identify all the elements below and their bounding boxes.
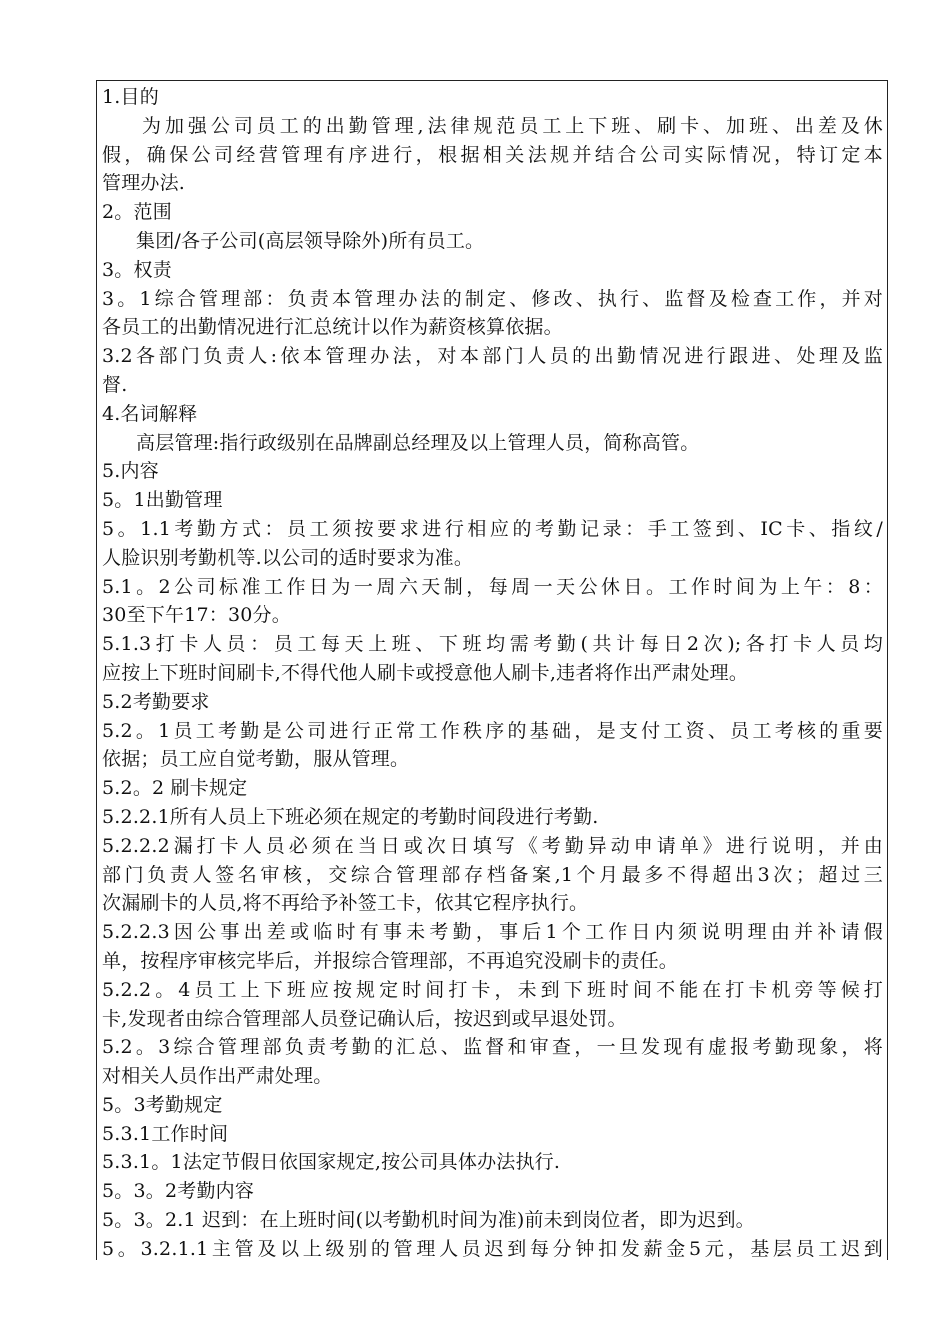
heading-attendance-management: 5。1出勤管理 xyxy=(102,489,223,512)
paragraph-line: 假，确保公司经营管理有序进行，根据相关法规并结合公司实际情况，特订定本 xyxy=(102,143,883,166)
paragraph-line: 督. xyxy=(102,373,128,396)
paragraph-line: 5。3。2.1 迟到：在上班时间(以考勤机时间为准)前未到岗位者，即为迟到。 xyxy=(102,1209,755,1232)
paragraph-line: 各员工的出勤情况进行汇总统计以作为薪资核算依据。 xyxy=(102,316,563,339)
heading-attendance-content: 5。3。2考勤内容 xyxy=(102,1180,255,1203)
paragraph-line: 3。1综合管理部：负责本管理办法的制定、修改、执行、监督及检查工作，并对 xyxy=(102,287,883,310)
paragraph-line: 高层管理:指行政级别在品牌副总经理及以上管理人员，简称高管。 xyxy=(136,431,700,454)
heading-content: 5.内容 xyxy=(102,460,159,483)
paragraph-line: 5。3.2.1.1主管及以上级别的管理人员迟到每分钟扣发薪金5元，基层员工迟到 xyxy=(102,1237,883,1260)
heading-card-rules: 5.2。2 刷卡规定 xyxy=(102,777,248,800)
paragraph-line: 5.2。3综合管理部负责考勤的汇总、监督和审查，一旦发现有虚报考勤现象，将 xyxy=(102,1036,883,1059)
paragraph-line: 部门负责人签名审核，交综合管理部存档备案,1个月最多不得超出3次；超过三 xyxy=(102,863,883,886)
paragraph-line: 5.3.1。1法定节假日依国家规定,按公司具体办法执行. xyxy=(102,1151,561,1174)
heading-scope: 2。范围 xyxy=(102,201,172,224)
paragraph-line: 为加强公司员工的出勤管理,法律规范员工上下班、刷卡、加班、出差及休 xyxy=(142,114,883,137)
heading-responsibilities: 3。权责 xyxy=(102,258,172,281)
heading-purpose: 1.目的 xyxy=(102,86,159,108)
heading-working-hours: 5.3.1工作时间 xyxy=(102,1122,229,1145)
heading-attendance-rules: 5。3考勤规定 xyxy=(102,1093,223,1116)
paragraph-line: 5.1.3打卡人员：员工每天上班、下班均需考勤(共计每日2次);各打卡人员均 xyxy=(102,633,883,656)
paragraph-line: 5。1.1考勤方式：员工须按要求进行相应的考勤记录：手工签到、IC卡、指纹/ xyxy=(102,517,883,540)
paragraph-line: 30至下午17：30分。 xyxy=(102,604,291,627)
paragraph-line: 5.1。2公司标准工作日为一周六天制，每周一天公休日。工作时间为上午：8： xyxy=(102,575,883,598)
paragraph-line: 对相关人员作出严肃处理。 xyxy=(102,1065,333,1088)
paragraph-line: 3.2各部门负责人:依本管理办法，对本部门人员的出勤情况进行跟进、处理及监 xyxy=(102,345,883,368)
paragraph-line: 5.2.2.2漏打卡人员必须在当日或次日填写《考勤异动申请单》进行说明，并由 xyxy=(102,834,883,857)
paragraph-line: 5.2.2。4员工上下班应按规定时间打卡，未到下班时间不能在打卡机旁等候打 xyxy=(102,978,883,1001)
heading-attendance-requirements: 5.2考勤要求 xyxy=(102,690,210,713)
paragraph-line: 人脸识别考勤机等.以公司的适时要求为准。 xyxy=(102,546,474,569)
heading-definitions: 4.名词解释 xyxy=(102,402,198,425)
document-frame xyxy=(96,80,888,1260)
paragraph-line: 管理办法. xyxy=(102,172,186,195)
paragraph-line: 卡,发现者由综合管理部人员登记确认后，按迟到或早退处罚。 xyxy=(102,1007,627,1030)
paragraph-line: 依据；员工应自觉考勤，服从管理。 xyxy=(102,748,410,771)
paragraph-line: 5.2.2.3因公事出差或临时有事未考勤，事后1个工作日内须说明理由并补请假 xyxy=(102,921,883,944)
paragraph-line: 5.2。1员工考勤是公司进行正常工作秩序的基础，是支付工资、员工考核的重要 xyxy=(102,719,883,742)
document-body xyxy=(97,81,887,1260)
paragraph-line: 5.2.2.1所有人员上下班必须在规定的考勤时间段进行考勤. xyxy=(102,805,599,828)
paragraph-line: 集团/各子公司(高层领导除外)所有员工。 xyxy=(136,229,485,252)
paragraph-line: 单，按程序审核完毕后，并报综合管理部，不再追究没刷卡的责任。 xyxy=(102,949,679,972)
paragraph-line: 应按上下班时间刷卡,不得代他人刷卡或授意他人刷卡,违者将作出严肃处理。 xyxy=(102,661,749,684)
paragraph-line: 次漏刷卡的人员,将不再给予补签工卡，依其它程序执行。 xyxy=(102,892,589,915)
